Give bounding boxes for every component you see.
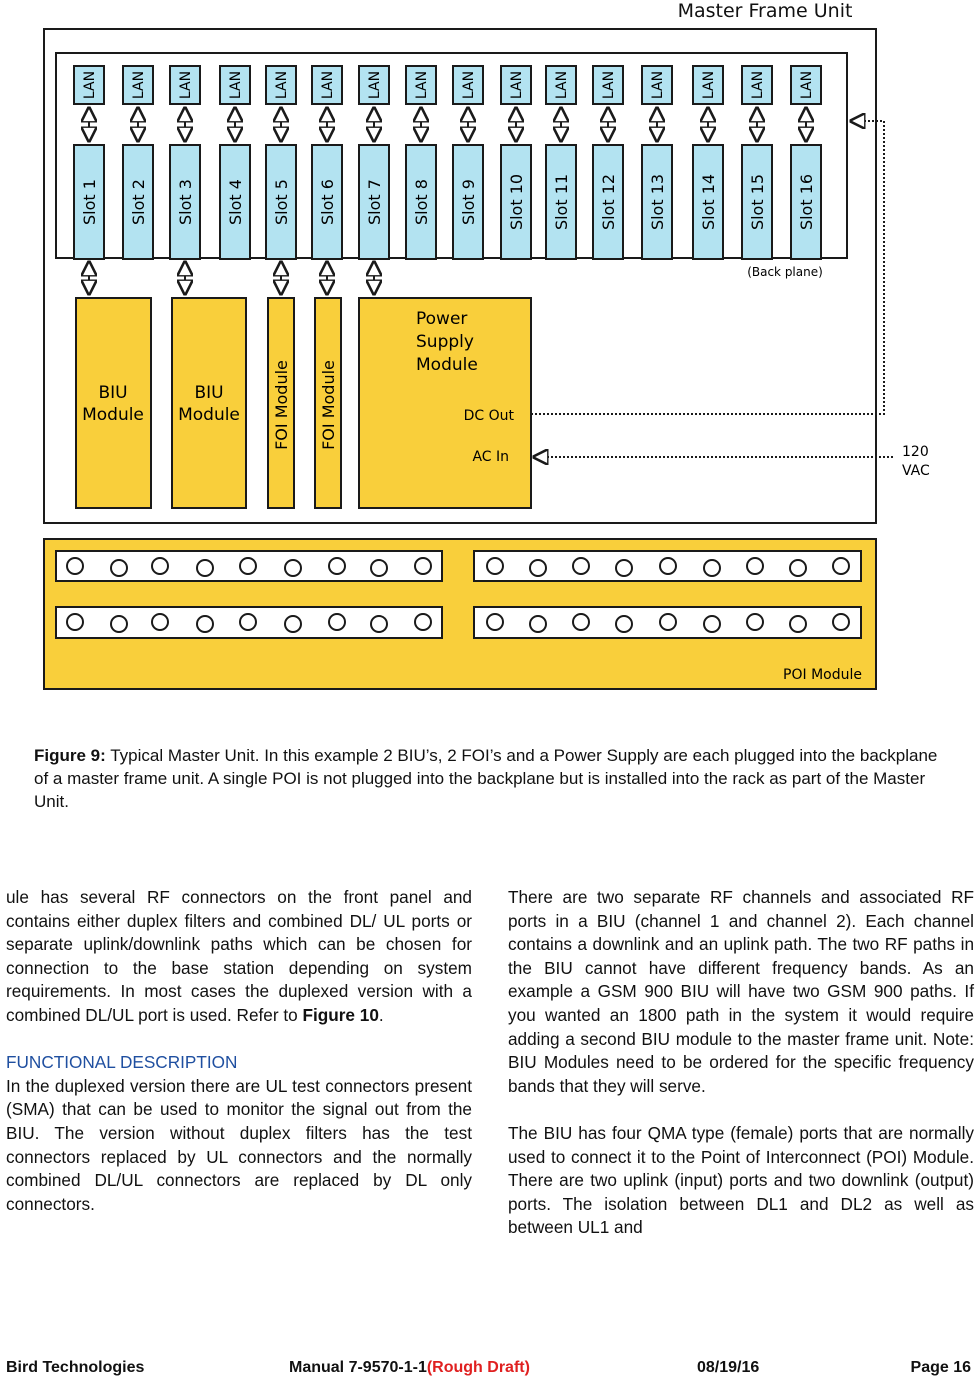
slot-label-16: Slot 16: [797, 173, 816, 231]
left-paragraph-2: In the duplexed version there are UL test connectors present (SMA) that can be used to monitor the signal out from the BIU. The version without duplex filters has the test connectors replaced by UL connectors and the normally combined DL/UL connectors are replaced by DL only connectors.: [6, 1075, 472, 1214]
poi-port-bottom-right-5: [660, 614, 676, 630]
slot-label-3: Slot 3: [176, 179, 195, 225]
poi-port-top-left-4: [197, 560, 213, 576]
poi-port-bottom-right-3: [573, 614, 589, 630]
vac-label-line2: VAC: [902, 463, 930, 479]
poi-port-top-right-4: [616, 560, 632, 576]
lan-label-13: LAN: [650, 70, 666, 100]
slot-label-9: Slot 9: [459, 179, 478, 225]
poi-port-bottom-left-5: [240, 614, 256, 630]
lan-label-10: LAN: [509, 70, 525, 100]
lan-label-5: LAN: [274, 70, 290, 100]
poi-port-top-right-5: [660, 558, 676, 574]
poi-port-top-right-1: [487, 558, 503, 574]
poi-port-bottom-right-7: [747, 614, 763, 630]
poi-port-top-right-6: [704, 560, 720, 576]
foi-module-1-label: FOI Module: [272, 360, 291, 450]
slot-label-15: Slot 15: [748, 173, 767, 231]
lan-label-6: LAN: [320, 70, 336, 100]
poi-port-bottom-right-8: [790, 616, 806, 632]
ac-in-label: AC In: [472, 449, 509, 465]
poi-port-bottom-left-7: [329, 614, 345, 630]
figure-10-reference: Figure 10: [302, 1004, 379, 1025]
lan-label-3: LAN: [178, 70, 194, 100]
footer-page-number: Page 16: [910, 1359, 971, 1376]
biu-module-2: [172, 298, 246, 508]
lan-label-14: LAN: [701, 70, 717, 100]
right-column: [508, 886, 974, 1240]
foi-module-2-label: FOI Module: [319, 360, 338, 450]
lan-label-8: LAN: [414, 70, 430, 100]
dc-out-label: DC Out: [463, 408, 514, 424]
slot-label-10: Slot 10: [507, 173, 526, 231]
poi-port-top-left-8: [371, 560, 387, 576]
poi-port-top-left-1: [67, 558, 83, 574]
lan-label-2: LAN: [131, 70, 147, 100]
figure-caption: [34, 744, 946, 813]
lan-label-15: LAN: [750, 70, 766, 100]
poi-port-bottom-left-3: [152, 614, 168, 630]
right-paragraph-2: The BIU has four QMA type (female) ports that are normally used to connect it to the Point of Interconnect (POI) Module. There are two uplink (input) ports and two downlink (output) ports. The isolation between DL1 and DL2 as well as between UL1 and: [508, 1122, 974, 1238]
figure-caption-label: Figure 9:: [34, 746, 106, 765]
power-label-line1: Power: [416, 309, 468, 329]
poi-port-top-right-3: [573, 558, 589, 574]
figure-caption-text: Typical Master Unit. In this example 2 BIU’s, 2 FOI’s and a Power Supply are each plugged into the backplane of a master frame unit. A single POI is not plugged into the backplane but is installed into the rack as part of the Master Unit.: [34, 746, 938, 811]
left-paragraph-1-text: ule has several RF connectors on the front panel and contains either duplex filters and combined DL/ UL ports or separate uplink/downlink paths which can be chosen for connection to the base station depending on system requirements. In most cases the duplexed version with a combined DL/UL port is used. Refer to: [6, 887, 472, 1025]
poi-port-top-left-6: [285, 560, 301, 576]
poi-port-top-left-2: [111, 560, 127, 576]
slot-label-4: Slot 4: [226, 179, 245, 225]
biu-module-2-label-line1: BIU: [194, 383, 224, 403]
slot-label-2: Slot 2: [129, 179, 148, 225]
footer-manual-number: Manual 7-9570-1-1: [289, 1359, 427, 1376]
left-paragraph-1: [6, 886, 472, 1028]
poi-module-label: POI Module: [783, 667, 862, 683]
slot-label-13: Slot 13: [648, 173, 667, 231]
lan-label-9: LAN: [461, 70, 477, 100]
right-paragraph-1: There are two separate RF channels and associated RF ports in a BIU (channel 1 and channel 2). Each channel contains a downlink and an uplink path. The two RF paths in the BIU cannot have different frequency bands. As an example a GSM 900 BIU will have two GSM 900 paths. If you wanted an 1800 path in the system it would require adding a second BIU module to the master frame unit. Note: BIU Modules need to be ordered for the specific frequency bands that they will serve.: [508, 887, 974, 1096]
slot-label-14: Slot 14: [699, 173, 718, 231]
poi-port-top-right-9: [833, 558, 849, 574]
lan-label-11: LAN: [554, 70, 570, 100]
lan-label-7: LAN: [367, 70, 383, 100]
poi-port-bottom-left-1: [67, 614, 83, 630]
vac-label-line1: 120: [902, 444, 929, 460]
poi-port-bottom-left-9: [415, 614, 431, 630]
lan-label-16: LAN: [799, 70, 815, 100]
backplane-label: (Back plane): [747, 265, 823, 279]
poi-port-bottom-left-8: [371, 616, 387, 632]
poi-port-bottom-right-4: [616, 616, 632, 632]
biu-module-2-label-line2: Module: [178, 405, 240, 425]
biu-module-1-label-line2: Module: [82, 405, 144, 425]
footer-draft-status: (Rough Draft): [426, 1359, 530, 1376]
footer-manual: [289, 1359, 530, 1377]
power-label-line2: Supply: [416, 332, 474, 352]
footer-date: 08/19/16: [697, 1359, 760, 1376]
module-connectors: [89, 262, 374, 294]
left-paragraph-1-end: .: [378, 1004, 384, 1025]
poi-port-top-right-2: [530, 560, 546, 576]
poi-port-bottom-left-4: [197, 616, 213, 632]
poi-port-top-left-9: [415, 558, 431, 574]
lan-label-12: LAN: [601, 70, 617, 100]
biu-module-1: [76, 298, 151, 508]
slot-label-7: Slot 7: [365, 179, 384, 225]
slot-label-6: Slot 6: [318, 179, 337, 225]
slot-label-1: Slot 1: [80, 179, 99, 225]
functional-description-heading: FUNCTIONAL DESCRIPTION: [6, 1052, 238, 1073]
slot-group: [74, 66, 821, 259]
poi-port-top-left-5: [240, 558, 256, 574]
biu-module-1-label-line1: BIU: [98, 383, 128, 403]
poi-port-top-right-7: [747, 558, 763, 574]
power-label-line3: Module: [416, 355, 478, 375]
slot-label-8: Slot 8: [412, 179, 431, 225]
lan-label-1: LAN: [82, 70, 98, 100]
poi-port-bottom-right-9: [833, 614, 849, 630]
power-supply-module: [359, 298, 531, 508]
poi-port-bottom-right-6: [704, 616, 720, 632]
slot-label-5: Slot 5: [272, 179, 291, 225]
slot-label-12: Slot 12: [599, 173, 618, 231]
lan-label-4: LAN: [228, 70, 244, 100]
diagram-title: Master Frame Unit: [677, 0, 853, 22]
poi-port-top-left-7: [329, 558, 345, 574]
poi-port-bottom-right-2: [530, 616, 546, 632]
poi-port-bottom-left-2: [111, 616, 127, 632]
poi-port-bottom-right-1: [487, 614, 503, 630]
left-column: [6, 886, 472, 1216]
poi-port-top-right-8: [790, 560, 806, 576]
poi-port-top-left-3: [152, 558, 168, 574]
slot-label-11: Slot 11: [552, 173, 571, 231]
footer-company: Bird Technologies: [6, 1359, 145, 1376]
poi-port-bottom-left-6: [285, 616, 301, 632]
